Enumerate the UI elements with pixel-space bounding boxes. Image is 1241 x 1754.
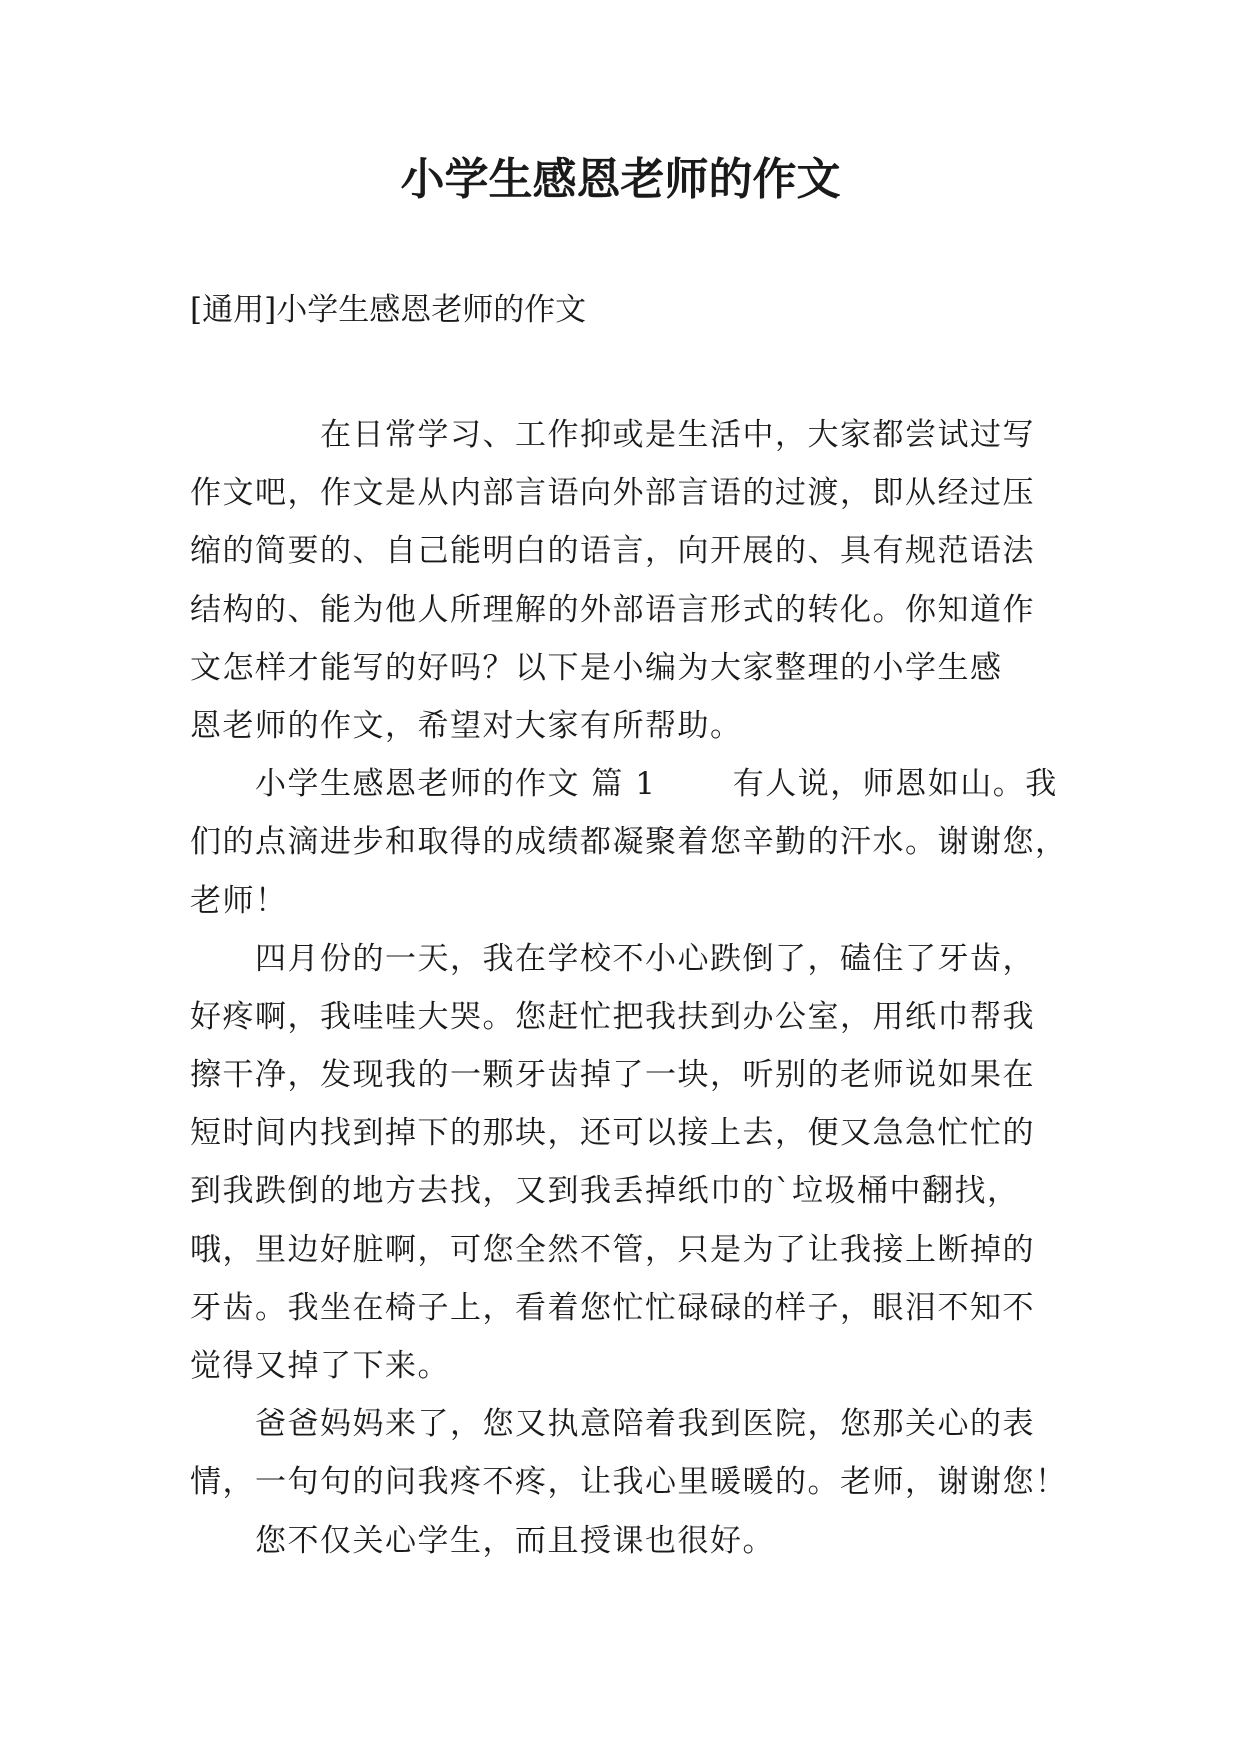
document-title: 小学生感恩老师的作文 (400, 154, 841, 205)
document-subtitle: [通用]小学生感恩老师的作文 (190, 292, 587, 328)
essay-body (190, 406, 1070, 1570)
body-line: 爸爸妈妈来了，您又执意陪着我到医院，您那关心的表 (190, 1406, 1035, 1443)
body-line: 擦干净，发现我的一颗牙齿掉了一块，听别的老师说如果在 (190, 1057, 1035, 1094)
body-line: 在日常学习、工作抑或是生活中，大家都尝试过写 (190, 417, 1035, 453)
body-line: 哦，里边好脏啊，可您全然不管，只是为了让我接上断掉的 (190, 1231, 1035, 1268)
body-line: 缩的简要的、自己能明白的语言，向开展的、具有规范语法 (190, 533, 1035, 570)
body-line: 好疼啊，我哇哇大哭。您赶忙把我扶到办公室，用纸巾帮我 (190, 998, 1035, 1035)
body-line: 们的点滴进步和取得的成绩都凝聚着您辛勤的汗水。谢谢您， (190, 824, 1068, 861)
body-line: 您不仅关心学生，而且授课也很好。 (190, 1522, 775, 1559)
body-line: 老师！ (190, 882, 288, 919)
body-line: 结构的、能为他人所理解的外部语言形式的转化。你知道作 (190, 591, 1035, 628)
body-line: 短时间内找到掉下的那块，还可以接上去，便又急急忙忙的 (190, 1115, 1035, 1152)
body-line: 文怎样才能写的好吗？以下是小编为大家整理的小学生感 (190, 649, 1003, 686)
body-line: 作文吧，作文是从内部言语向外部言语的过渡，即从经过压 (190, 475, 1035, 512)
body-line: 到我跌倒的地方去找，又到我丢掉纸巾的`垃圾桶中翻找， (190, 1173, 1020, 1210)
body-line: 牙齿。我坐在椅子上，看着您忙忙碌碌的样子，眼泪不知不 (190, 1289, 1035, 1326)
body-line: 小学生感恩老师的作文 篇 1 有人说，师恩如山。我 (190, 766, 1058, 803)
body-line: 恩老师的作文，希望对大家有所帮助。 (190, 707, 743, 744)
body-line: 觉得又掉了下来。 (190, 1348, 450, 1384)
body-line: 情，一句句的问我疼不疼，让我心里暖暖的。老师，谢谢您！ (190, 1464, 1068, 1501)
body-line: 四月份的一天，我在学校不小心跌倒了，磕住了牙齿， (190, 940, 1035, 977)
